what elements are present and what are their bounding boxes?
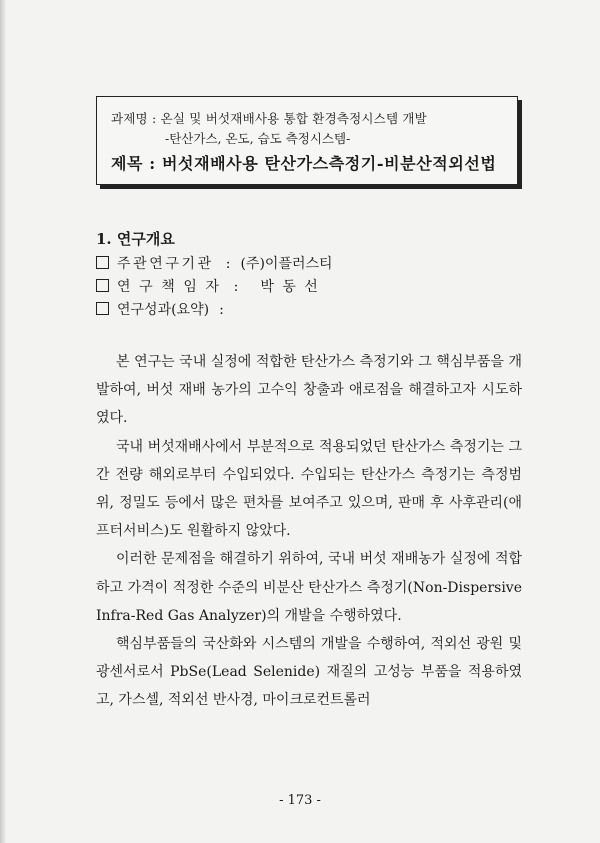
org-colon: : (225, 256, 231, 272)
summary-body (96, 348, 522, 715)
summary-label: 연구성과(요약) (117, 302, 210, 318)
project-subtitle: -탄산가스, 온도, 습도 측정시스템- (165, 131, 351, 146)
summary-colon: : (219, 302, 224, 318)
paragraph: 이러한 문제점을 해결하기 위하여, 국내 버섯 재배농가 실정에 적합하고 가격이 적정한 수준의 비분산 탄산가스 측정기(Non-Dispersive Infra-Red Gas Analyzer)의 개발을 수행하였다. (96, 551, 522, 624)
checkbox-icon (96, 302, 109, 315)
org-value: (주)이플러스티 (240, 256, 333, 272)
page-number: - 173 - (279, 793, 321, 808)
info-row-summary (96, 299, 234, 321)
lead-colon: : (233, 279, 239, 295)
lead-value: 박 동 선 (260, 279, 320, 295)
checkbox-icon (96, 279, 109, 292)
info-row-organization (96, 253, 333, 275)
section-heading: 1. 연구개요 (96, 230, 175, 248)
paragraph: 핵심부품들의 국산화와 시스템의 개발을 수행하여, 적외선 광원 및 광센서로서 PbSe(Lead Selenide) 재질의 고성능 부품을 적용하였고, 가스셀, 적외선 반사경, 마이크로컨트롤러 (96, 636, 522, 709)
info-row-lead (96, 276, 320, 298)
project-name: 과제명 : 온실 및 버섯재배사용 통합 환경측정시스템 개발 (111, 111, 427, 126)
paragraph: 국내 버섯재배사에서 부분적으로 적용되었던 탄산가스 측정기는 그간 전량 해외로부터 수입되었다. 수입되는 탄산가스 측정기는 측정범위, 정밀도 등에서 많은 편차를 보여주고 있으며, 판매 후 사후관리(애프터서비스)도 원활하지 않았다. (96, 438, 522, 540)
paragraph: 본 연구는 국내 실정에 적합한 탄산가스 측정기와 그 핵심부품을 개발하여, 버섯 재배 농가의 고수익 창출과 애로점을 해결하고자 시도하였다. (96, 354, 522, 427)
checkbox-icon (96, 256, 109, 269)
lead-label: 연구책임자 (117, 279, 228, 295)
document-subject: 제목 : 버섯재배사용 탄산가스측정기-비분산적외선법 (111, 154, 497, 173)
page-edge-shadow (0, 0, 6, 843)
org-label: 주관연구기관 (117, 256, 214, 272)
project-title-box (96, 96, 518, 185)
